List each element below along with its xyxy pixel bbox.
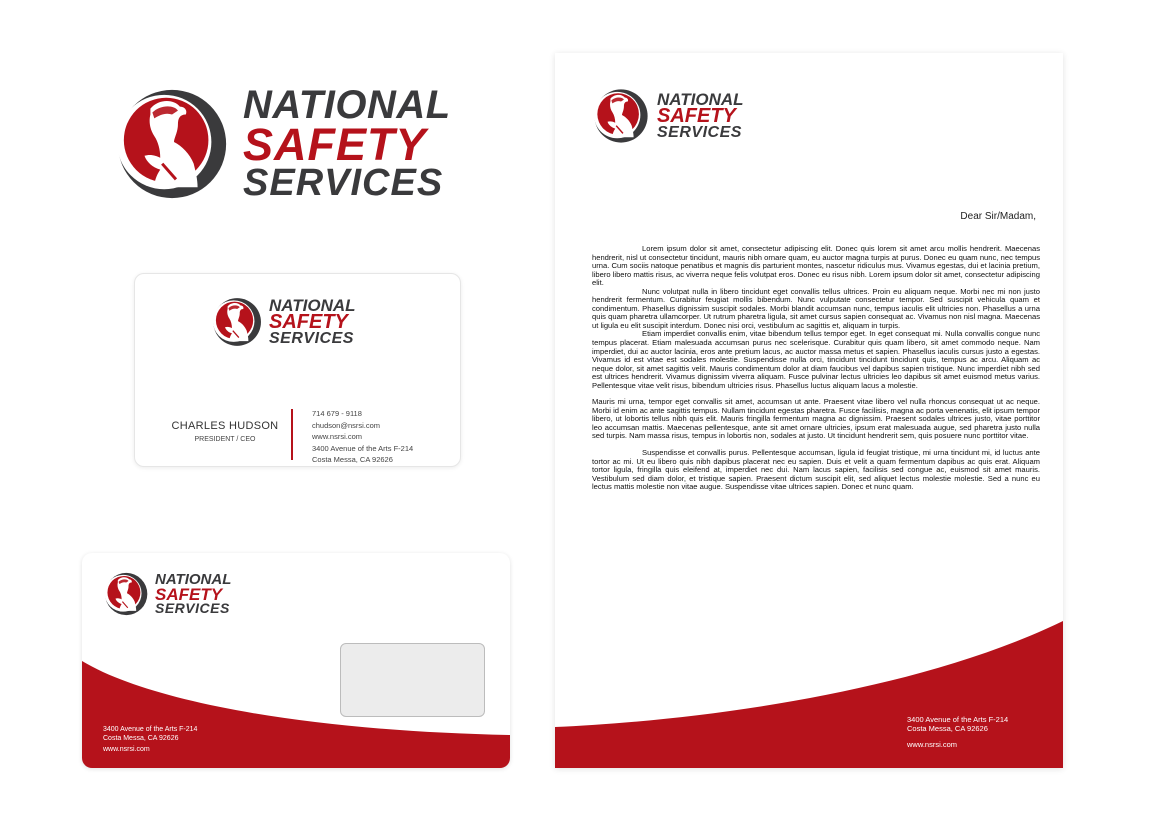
brand-line3: SERVICES [657, 123, 742, 141]
card-divider [291, 409, 293, 460]
envelope-logo [104, 571, 231, 617]
firefighter-emblem-icon [104, 571, 150, 617]
letter-website: www.nsrsi.com [907, 740, 958, 749]
letter-paragraph: Nunc volutpat nulla in libero tincidunt eget convallis tellus ultrices. Proin eu aliquam neque. Morbi nec mi non justo hendrerit fermentum. Curabitur feugiat mollis bibendum. Nunc vulputate consectetur tempor. Sed suscipit vehicula quam et condimentum. Phasellus dignissim suscipit sodales. Morbi blandit accumsan nunc, tempus iaculis elit ultricies non. Phasellus a urna quis quam pharetra ullamcorper. Ut rutrum pharetra ligula, sit amet cursus sapien consequat ac. Vivamus non nisl magna. Maecenas ut ligula eu elit suscipit interdum. Donec nisi orci, vestibulum ac sagittis et, aliquam in turpis. [592, 286, 1040, 330]
brand-line2: SAFETY [155, 584, 223, 604]
envelope-address [103, 725, 197, 743]
envelope [82, 553, 510, 768]
letterhead-logo [593, 87, 744, 145]
brand-line3: SERVICES [243, 161, 444, 204]
letter-paragraph: Lorem ipsum dolor sit amet, consectetur adipiscing elit. Donec quis lorem sit amet arcu mollis hendrerit. Maecenas hendrerit, nisl ut consectetur tincidunt, mauris nibh ornare quam, eu auctor magna turpis at purus. Donec eu quam nunc, nec tempus urna. Cum sociis natoque penatibus et magnis dis parturient montes, nascetur ridiculus mus. Vivamus egestas, dui et lacinia pretium, libero libero mattis risus, ac viverra neque felis volutpat eros. Donec eu risus nibh. Lorem ipsum dolor sit amet, consectetur adipiscing elit. [592, 244, 1040, 288]
envelope-address-line1: 3400 Avenue of the Arts F-214 [103, 726, 198, 733]
card-logo [212, 296, 356, 348]
brand-line2: SAFETY [243, 119, 427, 171]
brand-logo-large [115, 85, 451, 203]
letter-paragraph: Suspendisse et convallis purus. Pellentesque accumsan, ligula id feugiat tristique, mi urna tincidunt mi, id luctus ante tortor ac mi. Ut eu libero quis nibh dapibus placerat nec eu sapien. Duis et velit a quam fermentum dapibus ac quis erat. Aliquam tortor ligula, fringilla quis eleifend at, imperdiet nec dui. Nam lacus sapien, facilisis sed congue ac, euismod sit amet mauris. Vestibulum sed diam dolor, et tristique sapien. Praesent dictum suscipit elit, sed aliquet lectus molestie molestie. Sed a nunc eu lectus mattis molestie non vitae augue. Suspendisse vitae ultrices sapien. Donec et nunc quam. [592, 448, 1040, 492]
letter-paragraph: Mauris mi urna, tempor eget convallis sit amet, accumsan ut ante. Praesent vitae libero vel nulla rhoncus consequat ut ac neque. Morbi id enim ac ante sagittis tempus. Nullam tincidunt egestas pharetra. Fusce facilisis, magna ac porta venenatis, elit ipsum tempor libero, ut lobortis tellus nibh quis elit. Mauris fringilla fermentum magna ac dignissim. Praesent sodales ultrices justo, vitae porttitor leo accumsan mattis. Maecenas pellentesque, ante sit amet ornare ultricies, ipsum erat malesuada augue, sed pharetra justo nulla sed turpis. Nam massa risus, tempus in lobortis non, sodales at justo. Ut tincidunt hendrerit sem, quis posuere nunc porttitor vitae. [592, 397, 1040, 441]
card-person-title: PRESIDENT / CEO [194, 436, 256, 443]
brand-line1: NATIONAL [155, 570, 232, 588]
business-card [134, 273, 461, 467]
brand-line1: NATIONAL [269, 295, 356, 315]
letterhead [555, 53, 1063, 768]
brand-line1: NATIONAL [657, 89, 744, 109]
envelope-address-line2: Costa Messa, CA 92626 [103, 735, 179, 742]
card-website: www.nsrsi.com [312, 432, 363, 441]
card-person-name: CHARLES HUDSON [171, 420, 279, 432]
firefighter-emblem-icon [593, 87, 651, 145]
brand-line3: SERVICES [269, 329, 354, 347]
brand-line2: SAFETY [269, 311, 348, 334]
letter-address-line1: 3400 Avenue of the Arts F-214 [907, 715, 1009, 724]
brand-line2: SAFETY [657, 105, 736, 128]
letter-address [907, 715, 1008, 733]
card-address-line1: 3400 Avenue of the Arts F-214 [312, 443, 414, 453]
letter-paragraph: Etiam imperdiet convallis enim, vitae bibendum tellus tempor eget. In eget consequat mi. Nulla convallis congue nunc tempus placerat. Etiam malesuada accumsan purus nec scelerisque. Curabitur quis quam libero, sit amet commodo neque. Nam imperdiet, dui ac auctor lacinia, eros ante pretium lacus, ac auctor massa metus et sapien. Phasellus iaculis cursus justo a egestas. Vivamus id est vitae est sodales molestie. Suspendisse nulla orci, tincidunt tincidunt tincidunt quis, tempus ac arcu. Aliquam ac neque dolor, sit amet sagittis velit. Mauris condimentum dolor at diam faucibus vel dapibus sapien tristique. Nunc imperdiet nibh sed est ultrices hendrerit. Vivamus dignissim viverra aliquam. Fusce pulvinar lectus ultricies leo dapibus sit amet euismod metus varius. Pellentesque vitae velit risus, bibendum ultricies risus. Phasellus luctus aliquam lacus a molestie. [592, 329, 1040, 390]
firefighter-emblem-icon [212, 296, 264, 348]
card-address-line2: Costa Messa, CA 92626 [312, 455, 393, 464]
firefighter-emblem-icon [115, 85, 233, 203]
card-email: chudson@nsrsi.com [312, 420, 381, 430]
letter-body [592, 245, 1040, 492]
letter-address-line2: Costa Messa, CA 92626 [907, 724, 988, 733]
card-phone: 714 679 - 9118 [312, 409, 362, 418]
envelope-address-window [340, 643, 485, 717]
letter-salutation: Dear Sir/Madam, [960, 211, 1036, 222]
brand-line3: SERVICES [155, 600, 230, 617]
envelope-website: www.nsrsi.com [103, 746, 150, 753]
brand-line1: NATIONAL [243, 83, 451, 128]
card-contact-info [312, 408, 413, 466]
